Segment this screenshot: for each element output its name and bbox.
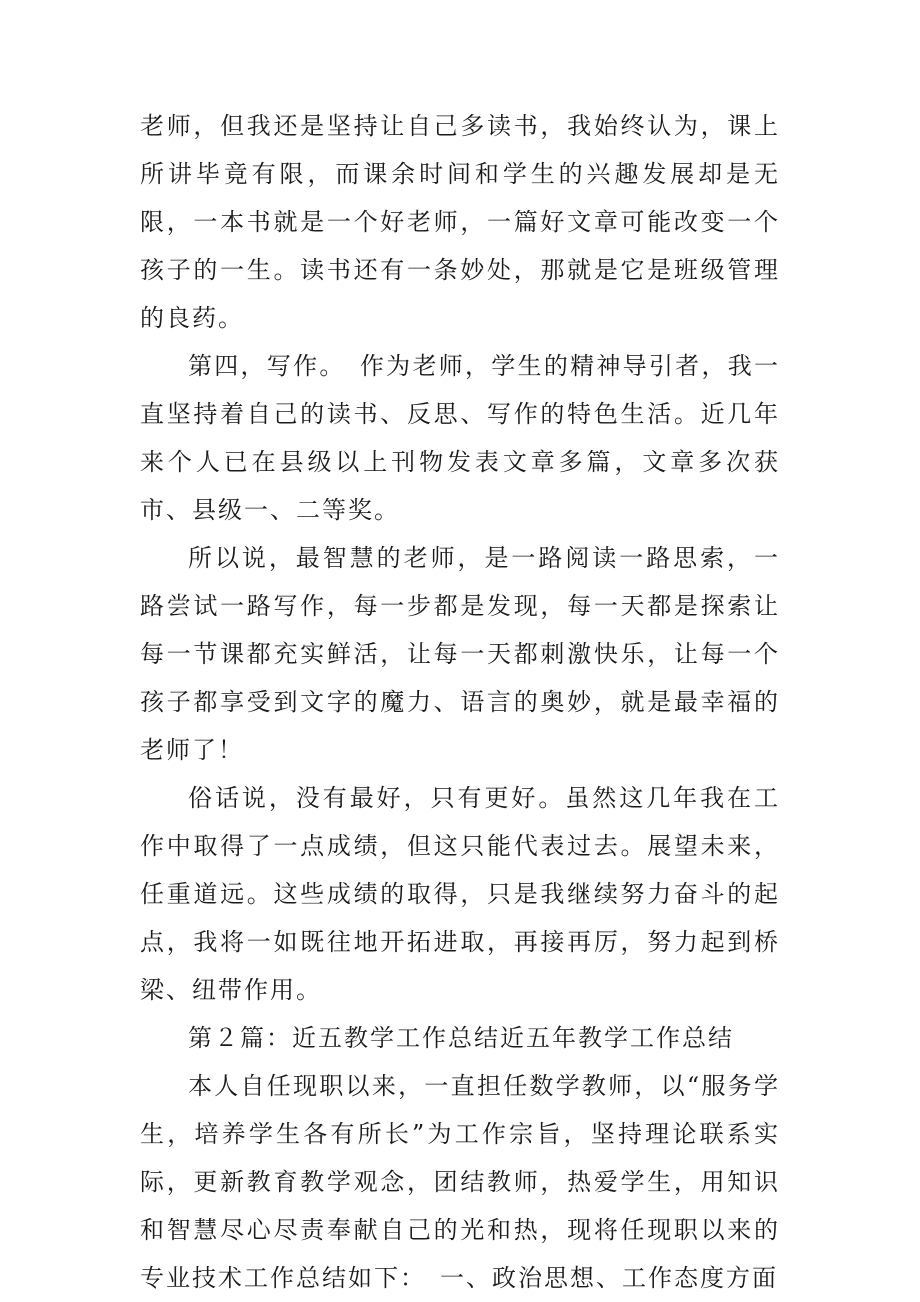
paragraph-looking-forward: 俗话说，没有最好，只有更好。虽然这几年我在工作中取得了一点成绩，但这只能代表过去。展望未来，任重道远。这些成绩的取得，只是我继续努力奋斗的起点，我将一如既往地开拓进取，再接再厉，努力起到桥梁、纽带作用。 [140,784,780,1004]
paragraph-wise-teacher: 所以说，最智慧的老师，是一路阅读一路思索，一路尝试一路写作，每一步都是发现，每一天都是探索让每一节课都充实鲜活，让每一天都刺激快乐，让每一个孩子都享受到文字的魔力、语言的奥妙，就是最幸福的老师了！ [140,544,780,764]
paragraph-intro: 本人自任现职以来，一直担任数学教师，以“服务学生，培养学生各有所长”为工作宗旨，坚持理论联系实际，更新教育教学观念，团结教师，热爱学生，用知识和智慧尽心尽责奉献自己的光和热，现将任现职以来的专业技术工作总结如下： 一、政治思想、工作态度方面 [140,1072,780,1292]
paragraph-reading: 老师，但我还是坚持让自己多读书，我始终认为，课上所讲毕竟有限，而课余时间和学生的兴趣发展却是无限，一本书就是一个好老师，一篇好文章可能改变一个孩子的一生。读书还有一条妙处，那就是它是班级管理的良药。 [140,112,780,332]
paragraph-writing: 第四，写作。 作为老师，学生的精神导引者，我一直坚持着自己的读书、反思、写作的特色生活。近几年来个人已在县级以上刊物发表文章多篇，文章多次获市、县级一、二等奖。 [140,352,780,524]
section-heading: 第２篇：近五教学工作总结近五年教学工作总结 [188,1024,734,1052]
document-body [140,102,780,1302]
